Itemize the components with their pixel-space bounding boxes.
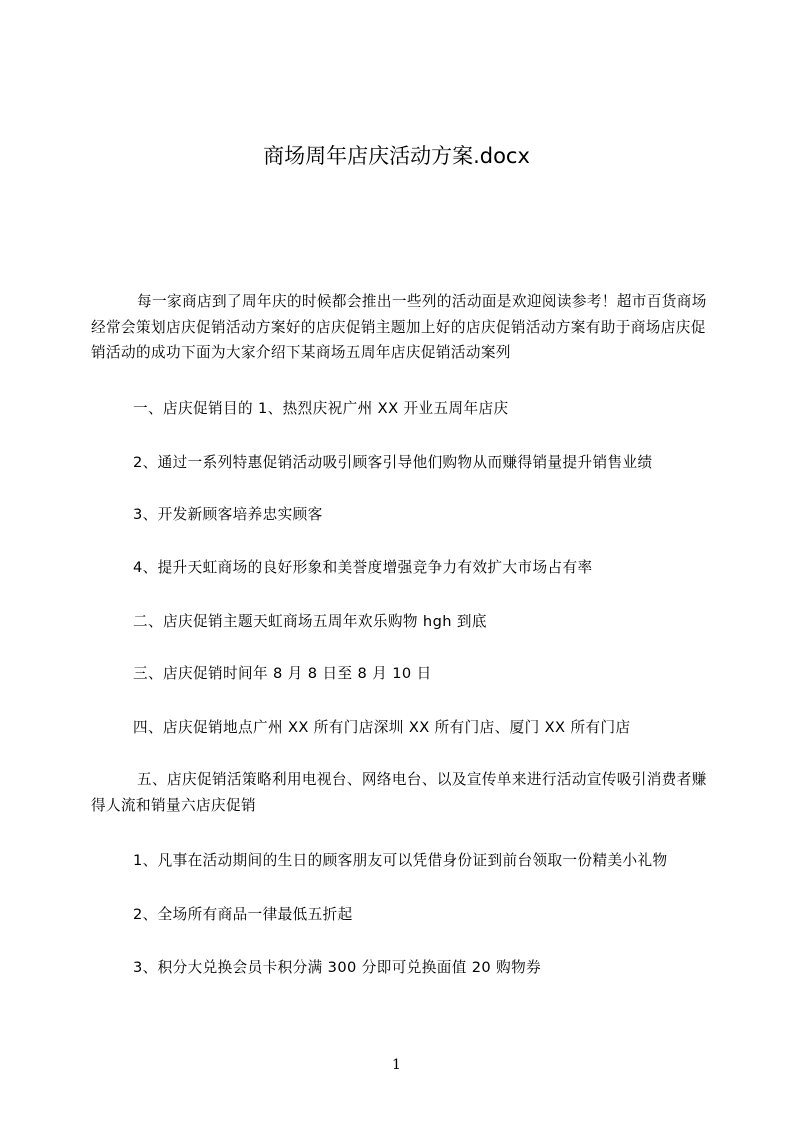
promo-item-3-paragraph: 3、积分大兑换会员卡积分满 300 分即可兑换面值 20 购物券 <box>133 959 542 976</box>
section-location-paragraph: 四、店庆促销地点广州 XX 所有门店深圳 XX 所有门店、厦门 XX 所有门店 <box>133 719 631 736</box>
purpose-item-3-paragraph: 3、开发新顾客培养忠实顾客 <box>133 506 323 523</box>
section-purpose-paragraph: 一、店庆促销目的 1、热烈庆祝广州 XX 开业五周年店庆 <box>133 400 509 417</box>
promo-item-2-paragraph: 2、全场所有商品一律最低五折起 <box>133 906 353 923</box>
intro-paragraph: 每一家商店到了周年庆的时候都会推出一些列的活动面是欢迎阅读参考！超市百货商场经常会策划店庆促销活动方案好的店庆促销主题加上好的店庆促销活动方案有助于商场店庆促销活动的成功下面为大家介绍下某商场五周年店庆促销活动案列 <box>91 293 707 361</box>
purpose-item-2-paragraph: 2、通过一系列特惠促销活动吸引顾客引导他们购物从而赚得销量提升销售业绩 <box>133 454 653 471</box>
section-theme-paragraph: 二、店庆促销主题天虹商场五周年欢乐购物 hgh 到底 <box>133 613 487 630</box>
document-title: 商场周年店庆活动方案.docx <box>263 144 530 168</box>
section-time-paragraph: 三、店庆促销时间年 8 月 8 日至 8 月 10 日 <box>133 665 432 682</box>
promo-item-1-paragraph: 1、凡事在活动期间的生日的顾客朋友可以凭借身份证到前台领取一份精美小礼物 <box>133 852 668 869</box>
purpose-item-4-paragraph: 4、提升天虹商场的良好形象和美誉度增强竞争力有效扩大市场占有率 <box>133 559 593 576</box>
page-number: 1 <box>392 1057 401 1073</box>
section-strategy-paragraph: 五、店庆促销活策略利用电视台、网络电台、以及宣传单来进行活动宣传吸引消费者赚得人流和销量六店庆促销 <box>91 771 707 814</box>
